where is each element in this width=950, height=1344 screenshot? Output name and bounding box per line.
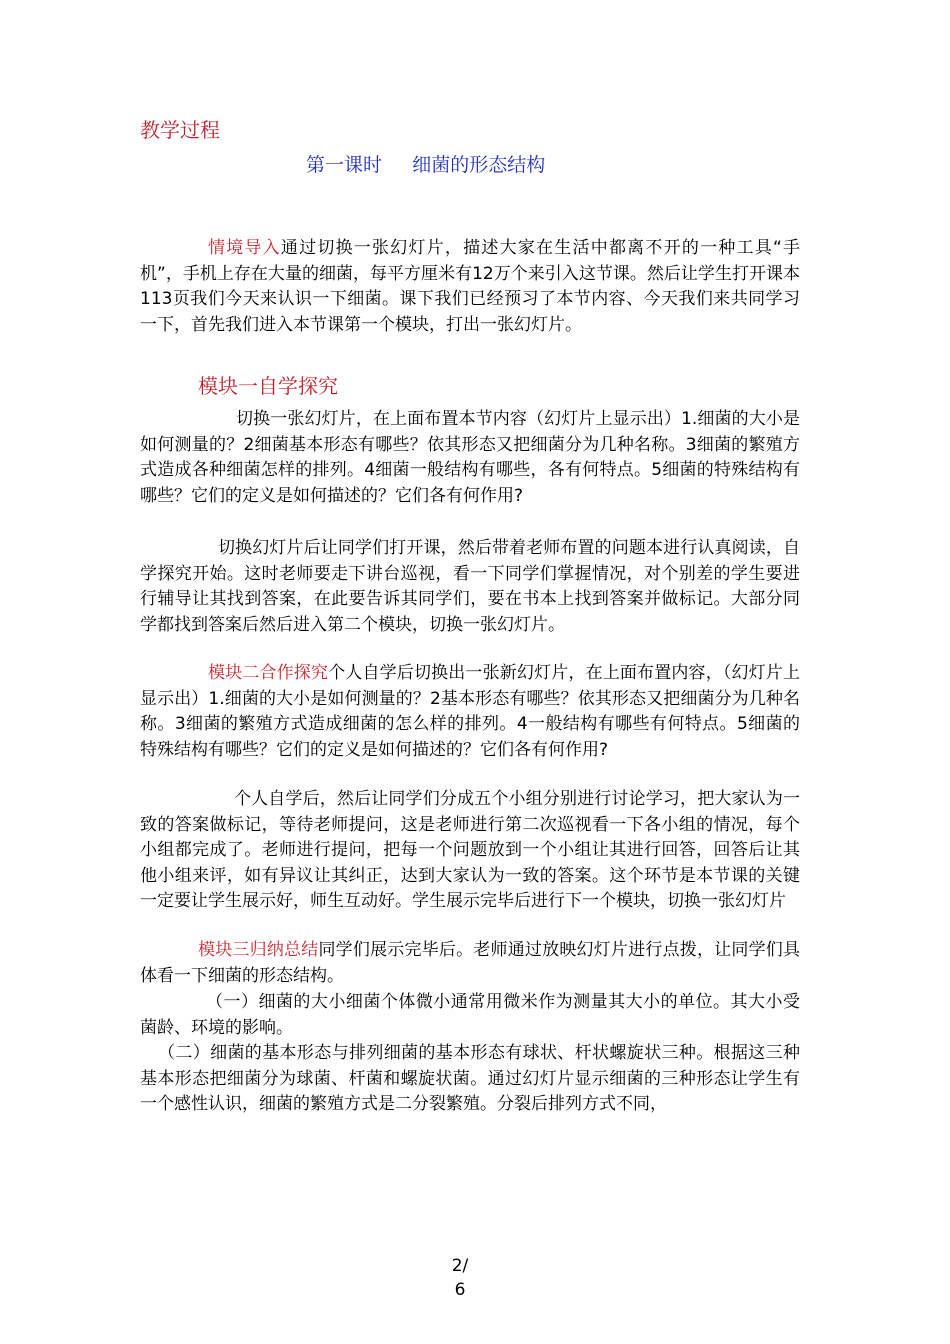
- module3-item-1: （一）细菌的大小细菌个体微小通常用微米作为测量其大小的单位。其大小受菌龄、环境的影响。: [140, 992, 800, 1038]
- module3-label: 模块三归纳总结: [198, 940, 319, 960]
- page-number: [440, 1254, 480, 1302]
- page-number-current: 2/: [451, 1256, 469, 1276]
- intro-label: 情境导入: [208, 238, 281, 258]
- module2-paragraph-2: 个人自学后，然后让同学们分成五个小组分别进行讨论学习，把大家认为一致的答案做标记，等待老师提问，这是老师进行第二次巡视看一下各小组的情况，每个小组都完成了。老师进行提问，把每一个问题放到一个小组让其进行回答，回答后让其他小组来评，如有异议让其纠正，达到大家认为一致的答案。这个环节是本节课的关键一定要让学生展示好，师生互动好。学生展示完毕后进行下一个模块，切换一张幻灯片: [140, 789, 800, 912]
- module1-paragraph-1: 切换一张幻灯片，在上面布置本节内容（幻灯片上显示出）1.细菌的大小是如何测量的？2细菌基本形态有哪些？依其形态又把细菌分为几种名称。3细菌的繁殖方式造成各种细菌怎样的排列。4细菌一般结构有哪些，各有何特点。5细菌的特殊结构有哪些？它们的定义是如何描述的？它们各有何作用?: [140, 409, 800, 506]
- intro-text: 通过切换一张幻灯片，描述大家在生活中都离不开的一种工具“手机”，手机上存在大量的细菌，每平方厘米有12万个来引入这节课。然后让学生打开课本113页我们今天来认识一下细菌。课下我们已经预习了本节内容、今天我们来共同学习一下，首先我们进入本节课第一个模块，打出一张幻灯片。: [140, 238, 801, 335]
- module2-paragraph: [140, 661, 800, 763]
- page-number-total: 6: [454, 1280, 466, 1300]
- module2-text: 个人自学后切换出一张新幻灯片，在上面布置内容，（幻灯片上显示出）1.细菌的大小是如何测量的？2基本形态有哪些？依其形态又把细菌分为几种名称。3细菌的繁殖方式造成细菌的怎么样的排列。4一般结构有哪些有何特点。5细菌的特殊结构有哪些？它们的定义是如何描述的？它们各有何作用?: [140, 663, 801, 760]
- lesson-title: 第一课时 细菌的形态结构: [306, 154, 546, 176]
- module3-item-2: （二）细菌的基本形态与排列细菌的基本形态有球状、杆状螺旋状三种。根据这三种基本形态把细菌分为球菌、杆菌和螺旋状菌。通过幻灯片显示细菌的三种形态让学生有一个感性认识，细菌的繁殖方式是二分裂繁殖。分裂后排列方式不同，: [140, 1043, 800, 1115]
- module3-paragraph: [140, 938, 800, 989]
- intro-paragraph: [140, 236, 800, 338]
- module3-text: 同学们展示完毕后。老师通过放映幻灯片进行点拨，让同学们具体看一下细菌的形态结构。: [140, 940, 801, 986]
- module1-paragraph-2: 切换幻灯片后让同学们打开课，然后带着老师布置的问题本进行认真阅读，自学探究开始。这时老师要走下讲台巡视，看一下同学们掌握情况，对个别差的学生要进行辅导让其找到答案，在此要告诉其同学们，要在书本上找到答案并做标记。大部分同学都找到答案后然后进入第二个模块，切换一张幻灯片。: [140, 538, 800, 635]
- module1-title: 模块一自学探究: [198, 374, 338, 398]
- module2-label: 模块二合作探究: [208, 663, 329, 683]
- section-heading: 教学过程: [140, 118, 220, 142]
